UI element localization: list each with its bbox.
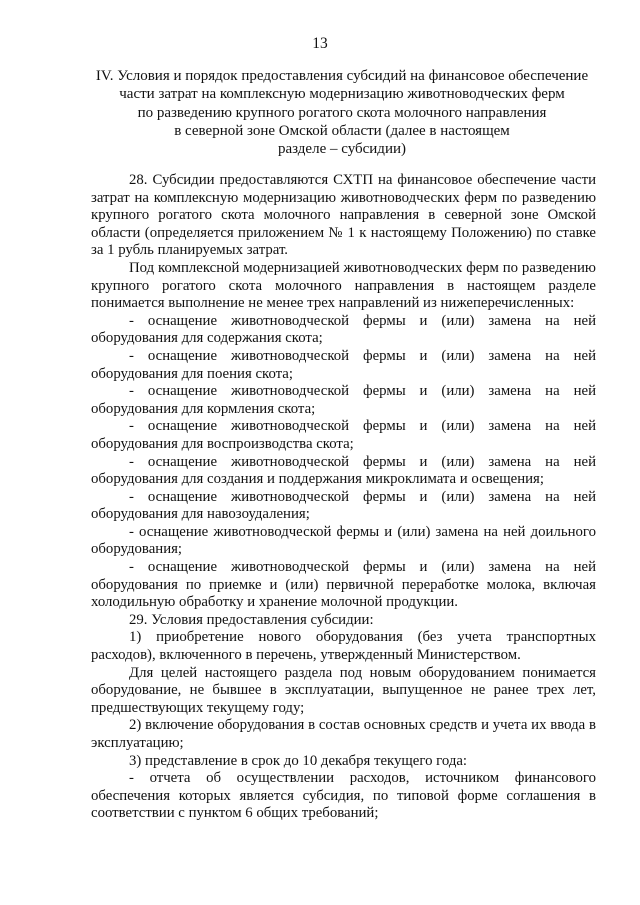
heading-line: в северной зоне Омской области (далее в настоящем [174,122,510,139]
list-item: - оснащение животноводческой фермы и (или) замена на ней доильного оборудования; [91,523,596,558]
document-body [91,172,596,823]
paragraph-29: 29. Условия предоставления субсидии: [129,611,374,628]
list-item: - отчета об осуществлении расходов, источником финансового обеспечения которых является субсидия, по типовой форме соглашения в соответствии с пунктом 6 общих требований; [91,770,596,822]
paragraph-definition: Под комплексной модернизацией животноводческих ферм по разведению крупного рогатого скота молочного направления в настоящем разделе понимается выполнение не менее трех направлений из нижеперечисленных: [91,259,596,312]
heading-line: разделе – субсидии) [277,141,406,158]
condition-1: 1) приобретение нового оборудования (без учета транспортных расходов), включенного в перечень, утвержденный Министерством. [91,629,596,664]
list-item: - оснащение животноводческой фермы и (или) замена на ней оборудования по приемке и (или) первичной переработке молока, включая холодильную обработку и хранение молочной продукции. [91,559,596,611]
paragraph-28: 28. Субсидии предоставляются СХТП на финансовое обеспечение части затрат на комплексную модернизацию животноводческих ферм по разведению крупного рогатого скота молочного направления в северной зоне Омской области (определяется приложением № 1 к настоящему Положению) по ставке за 1 рубль планируемых затрат. [91,172,596,259]
list-item: - оснащение животноводческой фермы и (или) замена на ней оборудования для содержания скота; [91,312,596,347]
list-item: - оснащение животноводческой фермы и (или) замена на ней оборудования для кормления скота; [91,383,596,417]
heading-line: по разведению крупного рогатого скота молочного направления [137,104,547,121]
list-item: - оснащение животноводческой фермы и (или) замена на ней оборудования для поения скота; [91,347,596,382]
list-item: - оснащение животноводческой фермы и (или) замена на ней оборудования для создания и поддержания микроклимата и освещения; [91,453,596,488]
section-heading [72,67,612,158]
list-item: - оснащение животноводческой фермы и (или) замена на ней оборудования для навозоудаления; [91,488,596,523]
paragraph-new-equipment: Для целей настоящего раздела под новым оборудованием понимается оборудование, не бывшее в эксплуатации, выпущенное не ранее трех лет, предшествующих текущему году; [91,664,596,716]
condition-3: 3) представление в срок до 10 декабря текущего года: [129,752,468,769]
heading-line: IV. Условия и порядок предоставления субсидий на финансовое обеспечение [95,68,589,84]
page-number: 13 [312,35,328,52]
heading-line: части затрат на комплексную модернизацию животноводческих ферм [119,86,565,103]
condition-2: 2) включение оборудования в состав основных средств и учета их ввода в эксплуатацию; [91,717,596,751]
list-item: - оснащение животноводческой фермы и (или) замена на ней оборудования для воспроизводства скота; [91,418,596,452]
